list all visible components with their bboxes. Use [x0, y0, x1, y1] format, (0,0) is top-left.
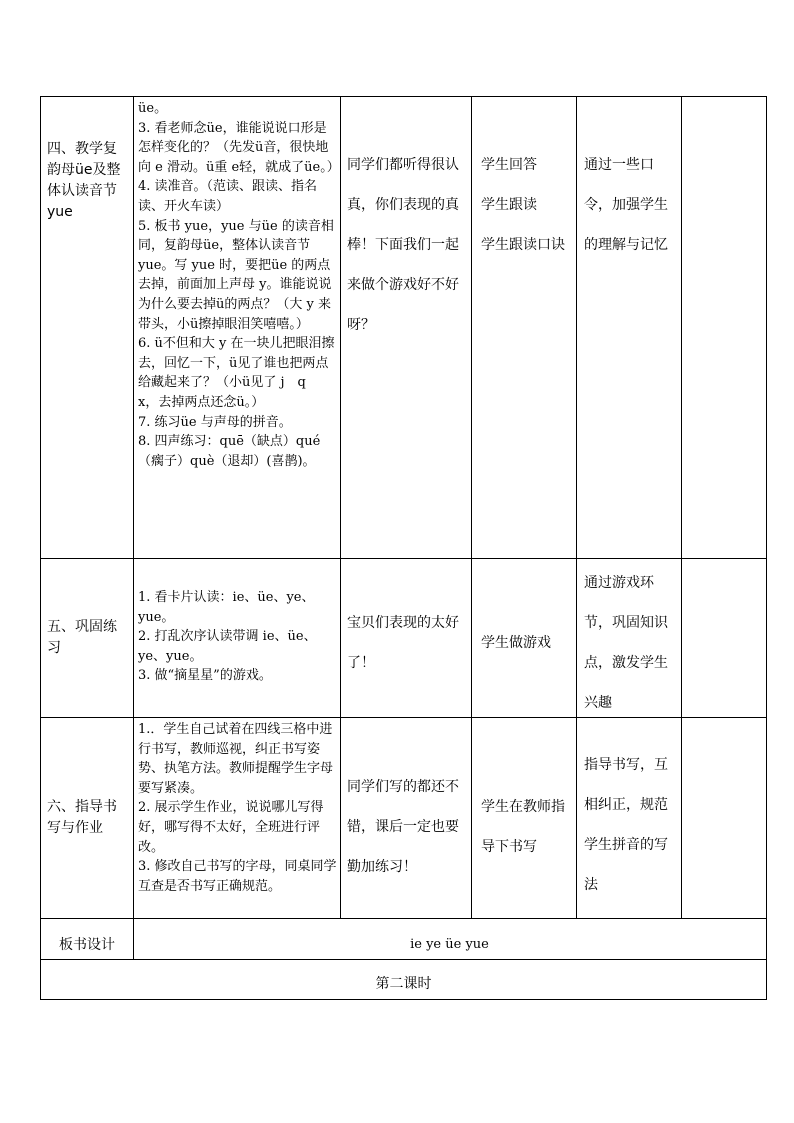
stage-text: 六、指导书写与作业	[47, 799, 117, 836]
content-cell	[138, 720, 343, 896]
content-line: 1.．学生自己试着在四线三格中进行书写，教师巡视，纠正书写姿势、执笔方法。教师提醒学生字母要写紧凑。	[138, 722, 334, 796]
row-divider	[41, 959, 766, 960]
student-line: 学生做游戏	[481, 635, 551, 651]
content-line: 5. 板书 yue，yue 与üe 的读音相同，复韵母üe，整体认读音节 yue。写 yue 时，要把üe 的两点去掉，前面加上声母 y。谁能说说为什么要去掉ü的两点？（大 y 来带头，小ü擦掉眼泪笑嘻嘻。）	[138, 218, 334, 332]
intent-cell	[584, 563, 678, 723]
intent-text: 通过游戏环节，巩固知识点，激发学生兴趣	[584, 575, 668, 711]
content-line: 8. 四声练习：quē（缺点）qué（瘸子）què（退却）(喜鹊)。	[138, 434, 321, 469]
content-line: 4. 读准音。（范读、跟读、指名读、开火车读）	[138, 179, 318, 214]
content-line: 3. 修改自己书写的字母，同桌同学互查是否书写正确规范。	[138, 859, 337, 894]
content-cell	[138, 588, 338, 686]
student-cell	[481, 623, 573, 663]
content-line: 3. 看老师念üe，谁能说说口形是怎样变化的？（先发ü音，很快地向 e 滑动。ü重 e轻，就成了üe。）	[138, 120, 340, 175]
student-line: 学生在教师指导下书写	[481, 799, 565, 855]
stage-cell	[47, 139, 129, 223]
col-divider	[133, 97, 134, 959]
stage-text: 五、巩固练习	[47, 619, 117, 656]
content-line: 2. 打乱次序认读带调 ie、üe、ye、yue。	[138, 629, 317, 664]
intent-text: 通过一些口令，加强学生的理解与记忆	[584, 157, 668, 253]
intent-cell	[584, 145, 678, 265]
content-line: 6. ü不但和大 y 在一块儿把眼泪擦去，回忆一下，ü见了谁也把两点给藏起来了？（小ü见了 j q x，去掉两点还念ü。）	[138, 336, 335, 410]
content-line: 2. 展示学生作业，说说哪儿写得好，哪写得不太好，全班进行评改。	[138, 800, 324, 855]
teacher-cell	[347, 767, 467, 887]
lesson-plan-table	[40, 96, 767, 1000]
teacher-text: 同学们写的都还不错，课后一定也要勤加练习！	[347, 779, 459, 875]
stage-text: 四、教学复韵母üe及整体认读音节 yue	[47, 141, 122, 220]
content-line: 7. 练习üe 与声母的拼音。	[138, 414, 292, 430]
teacher-text: 宝贝们表现的太好了！	[347, 615, 459, 671]
content-line: 3. 做“摘星星”的游戏。	[138, 668, 272, 684]
board-content: ie ye üe yue	[410, 937, 489, 952]
section-footer: 第二课时	[375, 976, 432, 992]
teacher-text: 同学们都听得很认真，你们表现的真棒！下面我们一起来做个游戏好不好呀？	[347, 157, 459, 333]
stage-cell	[47, 617, 129, 659]
teacher-cell	[347, 145, 467, 345]
student-line: 学生跟读口诀	[481, 237, 565, 253]
content-line: 1. 看卡片认读：ie、üe、ye、yue。	[138, 590, 315, 625]
col-divider	[576, 97, 577, 918]
student-line: 学生跟读	[481, 197, 537, 213]
col-divider	[471, 97, 472, 918]
content-cell	[138, 99, 338, 471]
board-label: 板书设计	[59, 937, 115, 953]
student-line: 学生回答	[481, 157, 537, 173]
row-divider	[41, 918, 766, 919]
col-divider	[681, 97, 682, 918]
student-cell	[481, 145, 573, 265]
student-cell	[481, 787, 573, 867]
intent-cell	[584, 745, 678, 905]
intent-text: 指导书写，互相纠正，规范学生拼音的写法	[584, 757, 668, 893]
teacher-cell	[347, 603, 467, 683]
content-line: üe。	[138, 101, 168, 116]
row-divider	[41, 558, 766, 559]
stage-cell	[47, 797, 129, 839]
